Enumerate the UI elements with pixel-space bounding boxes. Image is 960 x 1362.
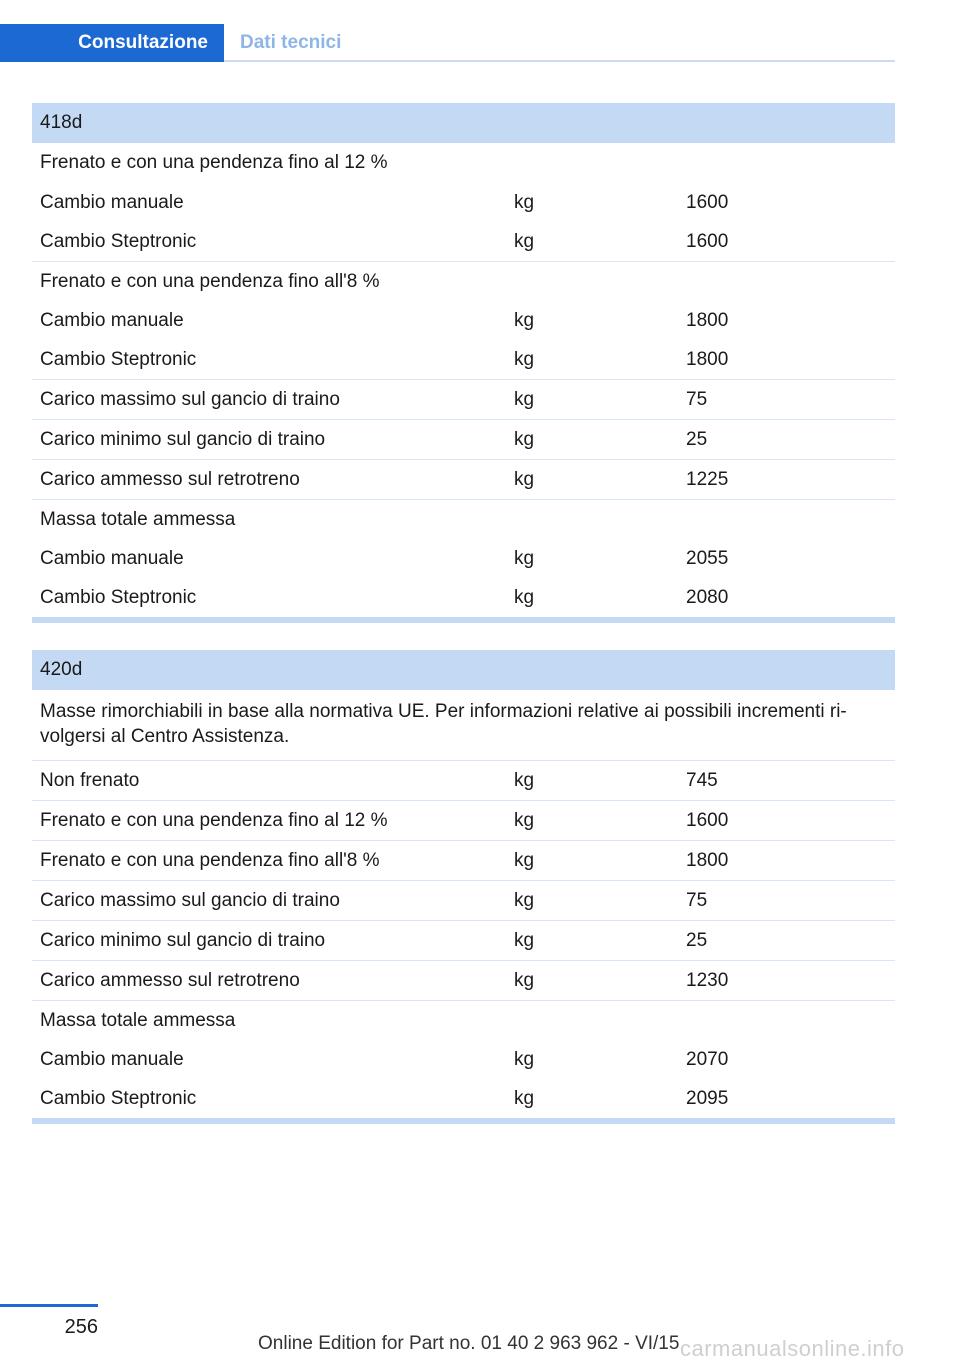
table-418d [32, 103, 895, 623]
row-label: Carico ammesso sul retrotreno [40, 969, 300, 991]
watermark: carmanualsonline.info [680, 1336, 905, 1361]
model-heading: 420d [32, 650, 895, 690]
table-row [32, 1040, 895, 1079]
row-unit: kg [514, 1087, 535, 1109]
row-label: Cambio manuale [40, 547, 184, 569]
group-title: Massa totale ammessa [32, 499, 895, 539]
row-unit: kg [514, 769, 535, 791]
group-title: Frenato e con una pendenza fino al 12 % [40, 152, 388, 173]
footer-accent-bar [0, 1304, 98, 1307]
row-label: Carico massimo sul gancio di traino [40, 388, 340, 410]
row-unit: kg [514, 388, 535, 410]
row-unit: kg [514, 889, 535, 911]
row-label: Carico minimo sul gancio di traino [40, 929, 326, 951]
table-row [32, 301, 895, 340]
group-title: Massa totale ammessa [32, 1000, 895, 1040]
row-unit: kg [514, 191, 535, 213]
row-label: Cambio manuale [40, 191, 184, 213]
row-label: Carico minimo sul gancio di traino [40, 428, 326, 450]
table-end-rule [32, 1118, 895, 1124]
row-value: 2095 [686, 1087, 729, 1109]
table-row [32, 183, 895, 222]
model-heading: 418d [32, 103, 895, 143]
row-label: Cambio Steptronic [40, 348, 197, 370]
table-420d [32, 650, 895, 1124]
row-value: 1225 [686, 468, 729, 490]
table-row [32, 419, 895, 459]
row-value: 2080 [686, 586, 729, 608]
table-row [32, 539, 895, 578]
row-value: 745 [686, 769, 718, 791]
row-value: 1600 [686, 809, 729, 831]
row-unit: kg [514, 309, 535, 331]
row-unit: kg [514, 969, 535, 991]
row-unit: kg [514, 468, 535, 490]
regulation-note: Masse rimorchiabili in base alla normativa UE. Per informazioni relative ai possibili incrementi ri- volgersi al Centro Assistenza. [40, 701, 847, 747]
row-unit: kg [514, 929, 535, 951]
table-row [32, 459, 895, 499]
row-value: 1600 [686, 191, 729, 213]
table-row [32, 1079, 895, 1118]
table-row [32, 920, 895, 960]
table-row [32, 960, 895, 1000]
row-unit: kg [514, 1048, 535, 1070]
table-row [32, 222, 895, 261]
row-label: Cambio manuale [40, 1048, 184, 1070]
row-value: 2070 [686, 1048, 729, 1070]
table-end-rule [32, 617, 895, 623]
row-label: Cambio Steptronic [40, 586, 197, 608]
table-row [32, 340, 895, 379]
row-value: 1600 [686, 230, 729, 252]
row-value: 1800 [686, 849, 729, 871]
row-value: 75 [686, 388, 708, 410]
row-value: 75 [686, 889, 708, 911]
row-unit: kg [514, 230, 535, 252]
tab-dati-tecnici[interactable]: Dati tecnici [240, 32, 342, 53]
group-title: Frenato e con una pendenza fino all'8 % [32, 261, 895, 301]
row-value: 1800 [686, 309, 729, 331]
row-unit: kg [514, 809, 535, 831]
header-divider [224, 60, 895, 62]
table-row [32, 578, 895, 617]
row-unit: kg [514, 547, 535, 569]
table-row [32, 379, 895, 419]
row-label: Frenato e con una pendenza fino al 12 % [40, 809, 388, 831]
row-unit: kg [514, 348, 535, 370]
row-value: 25 [686, 428, 708, 450]
row-label: Cambio Steptronic [40, 230, 197, 252]
row-label: Non frenato [40, 769, 140, 791]
row-unit: kg [514, 586, 535, 608]
row-label: Carico ammesso sul retrotreno [40, 468, 300, 490]
header-tabs [0, 24, 895, 62]
row-label: Cambio Steptronic [40, 1087, 197, 1109]
row-value: 1800 [686, 348, 729, 370]
row-value: 2055 [686, 547, 729, 569]
tab-consultazione[interactable]: Consultazione [0, 24, 224, 62]
row-unit: kg [514, 428, 535, 450]
table-row [32, 760, 895, 800]
table-row [32, 840, 895, 880]
row-label: Frenato e con una pendenza fino all'8 % [40, 849, 380, 871]
row-unit: kg [514, 849, 535, 871]
row-value: 1230 [686, 969, 729, 991]
row-label: Cambio manuale [40, 309, 184, 331]
edition-note: Online Edition for Part no. 01 40 2 963 962 - VI/15 [258, 1333, 680, 1354]
page-number: 256 [64, 1316, 98, 1338]
row-value: 25 [686, 929, 708, 951]
table-row [32, 800, 895, 840]
row-label: Carico massimo sul gancio di traino [40, 889, 340, 911]
table-row [32, 880, 895, 920]
